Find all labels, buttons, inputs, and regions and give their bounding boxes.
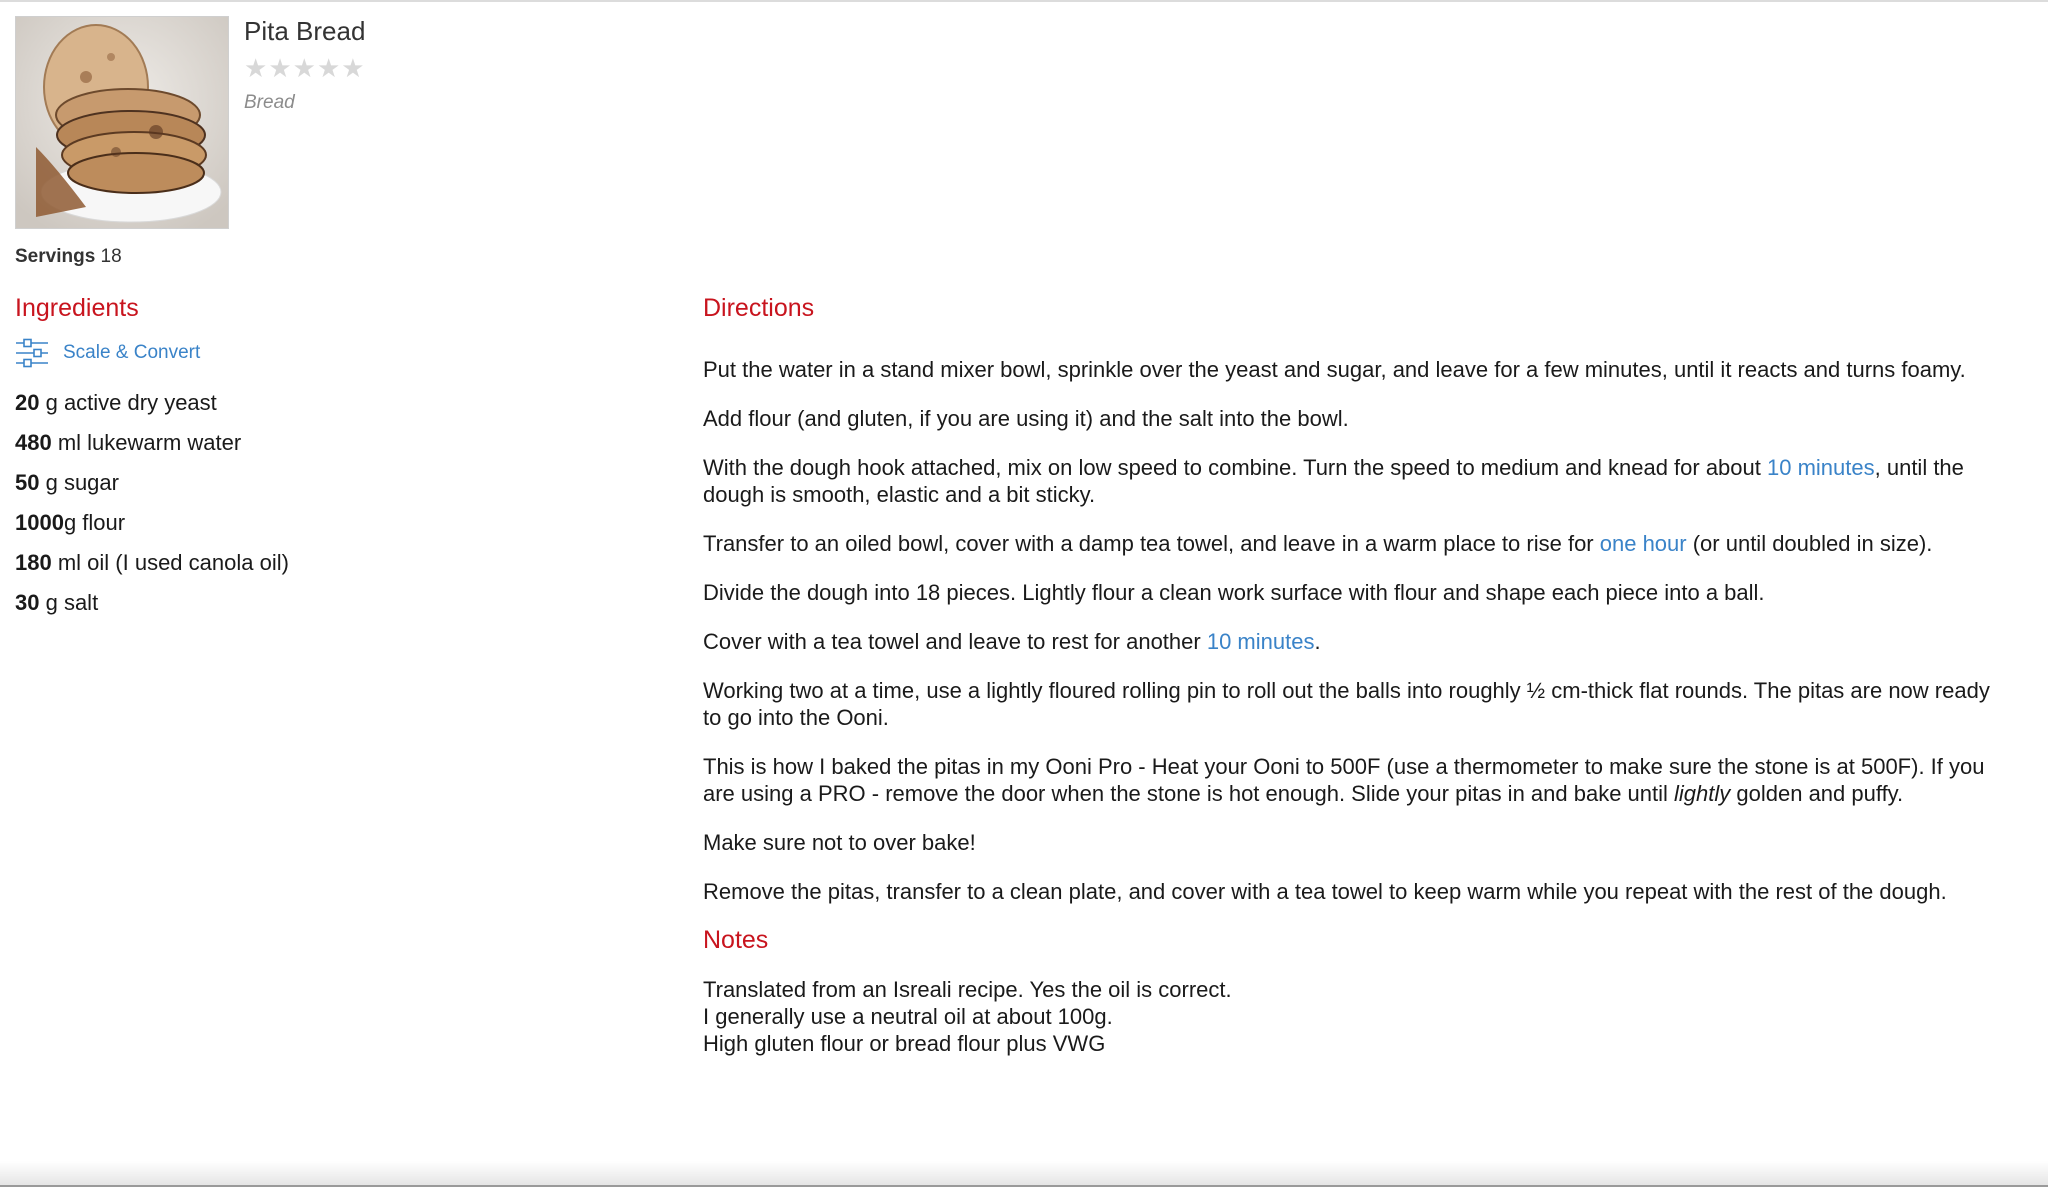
star-icon[interactable]: ★ [244, 53, 268, 83]
ingredient-amount: 50 [15, 470, 40, 495]
direction-step-text: Transfer to an oiled bowl, cover with a damp tea towel, and leave in a warm place to rise for [703, 531, 1600, 556]
ingredient-amount: 1000 [15, 510, 64, 535]
pita-bread-photo-icon [16, 17, 228, 228]
direction-step [703, 405, 2013, 432]
direction-step [703, 677, 2013, 731]
direction-step [703, 356, 2013, 383]
recipe-title: Pita Bread [244, 16, 366, 46]
star-icon[interactable]: ★ [341, 53, 365, 83]
ingredient-item [15, 468, 289, 508]
notes-content [703, 976, 2013, 1057]
ingredient-amount: 480 [15, 430, 52, 455]
scale-convert-button[interactable] [15, 338, 200, 368]
direction-step-text: . [1314, 629, 1321, 654]
servings [15, 246, 122, 268]
direction-step-text: Add flour (and gluten, if you are using it) and the salt into the bowl. [703, 406, 1349, 431]
ingredient-text: g sugar [39, 470, 119, 495]
direction-step-text: Make sure not to over bake! [703, 830, 976, 855]
ingredient-item [15, 388, 289, 428]
direction-step [703, 628, 2013, 655]
direction-step-text: golden and puffy. [1730, 781, 1904, 806]
recipe-category: Bread [244, 92, 295, 113]
direction-step-text: Put the water in a stand mixer bowl, sprinkle over the yeast and sugar, and leave for a few minutes, until it reacts and turns foamy. [703, 357, 1966, 382]
ingredient-amount: 30 [15, 590, 40, 615]
timer-link[interactable]: one hour [1599, 531, 1687, 556]
ingredient-text: ml oil (I used canola oil) [51, 550, 289, 575]
recipe-photo[interactable] [15, 16, 229, 229]
star-icon[interactable]: ★ [292, 53, 316, 83]
star-icon[interactable]: ★ [316, 53, 341, 83]
directions-heading: Directions [703, 294, 815, 322]
direction-step-text: With the dough hook attached, mix on low speed to combine. Turn the speed to medium and knead for about [703, 455, 1767, 480]
direction-step-text: (or until doubled in size). [1686, 531, 1933, 556]
direction-step-text: Divide the dough into 18 pieces. Lightly flour a clean work surface with flour and shape each piece into a ball. [703, 580, 1765, 605]
notes-heading: Notes [703, 926, 769, 954]
sliders-icon [15, 338, 49, 368]
direction-step-text: Working two at a time, use a lightly floured rolling pin to roll out the balls into roughly ½ cm-thick flat rounds. The pitas are now ready to go into the Ooni. [703, 678, 1990, 730]
servings-value: 18 [100, 246, 122, 267]
direction-step-text: Cover with a tea towel and leave to rest for another [703, 629, 1207, 654]
directions-content [703, 356, 2013, 1057]
direction-step [703, 878, 2013, 905]
direction-step-text: , until the dough is smooth, elastic and a bit sticky. [703, 455, 1964, 507]
note-line: Translated from an Isreali recipe. Yes the oil is correct. [703, 977, 1232, 1002]
direction-step [703, 530, 2013, 557]
direction-step-text: Remove the pitas, transfer to a clean plate, and cover with a tea towel to keep warm while you repeat with the rest of the dough. [703, 879, 1947, 904]
timer-link[interactable]: 10 minutes [1206, 629, 1315, 654]
rating-stars[interactable] [244, 54, 365, 82]
ingredient-item [15, 508, 289, 548]
ingredient-amount: 20 [15, 390, 40, 415]
ingredient-list [15, 388, 289, 628]
scale-convert-label: Scale & Convert [63, 342, 201, 363]
direction-step-text: This is how I baked the pitas in my Ooni Pro - Heat your Ooni to 500F (use a thermometer to make sure the stone is at 500F). If you are using a PRO - remove the door when the stone is hot enough. Slide your pitas in and bake until [703, 754, 1985, 806]
note-line: High gluten flour or bread flour plus VWG [703, 1031, 1106, 1056]
direction-step [703, 579, 2013, 606]
ingredient-text: g flour [63, 510, 126, 535]
ingredient-amount: 180 [15, 550, 52, 575]
direction-step [703, 829, 2013, 856]
ingredient-text: ml lukewarm water [51, 430, 242, 455]
note-line: I generally use a neutral oil at about 100g. [703, 1004, 1113, 1029]
directions-steps [703, 356, 2013, 905]
ingredients-heading: Ingredients [15, 294, 139, 322]
ingredient-item [15, 548, 289, 588]
emphasis-text: lightly [1674, 781, 1731, 806]
ingredient-text: g active dry yeast [39, 390, 217, 415]
direction-step [703, 454, 2013, 508]
ingredient-item [15, 428, 289, 468]
ingredient-text: g salt [39, 590, 99, 615]
window-bottom-edge [0, 1161, 2048, 1187]
ingredient-item [15, 588, 289, 628]
timer-link[interactable]: 10 minutes [1767, 455, 1875, 480]
servings-label: Servings [15, 246, 96, 267]
star-icon[interactable]: ★ [268, 53, 292, 83]
direction-step [703, 753, 2013, 807]
